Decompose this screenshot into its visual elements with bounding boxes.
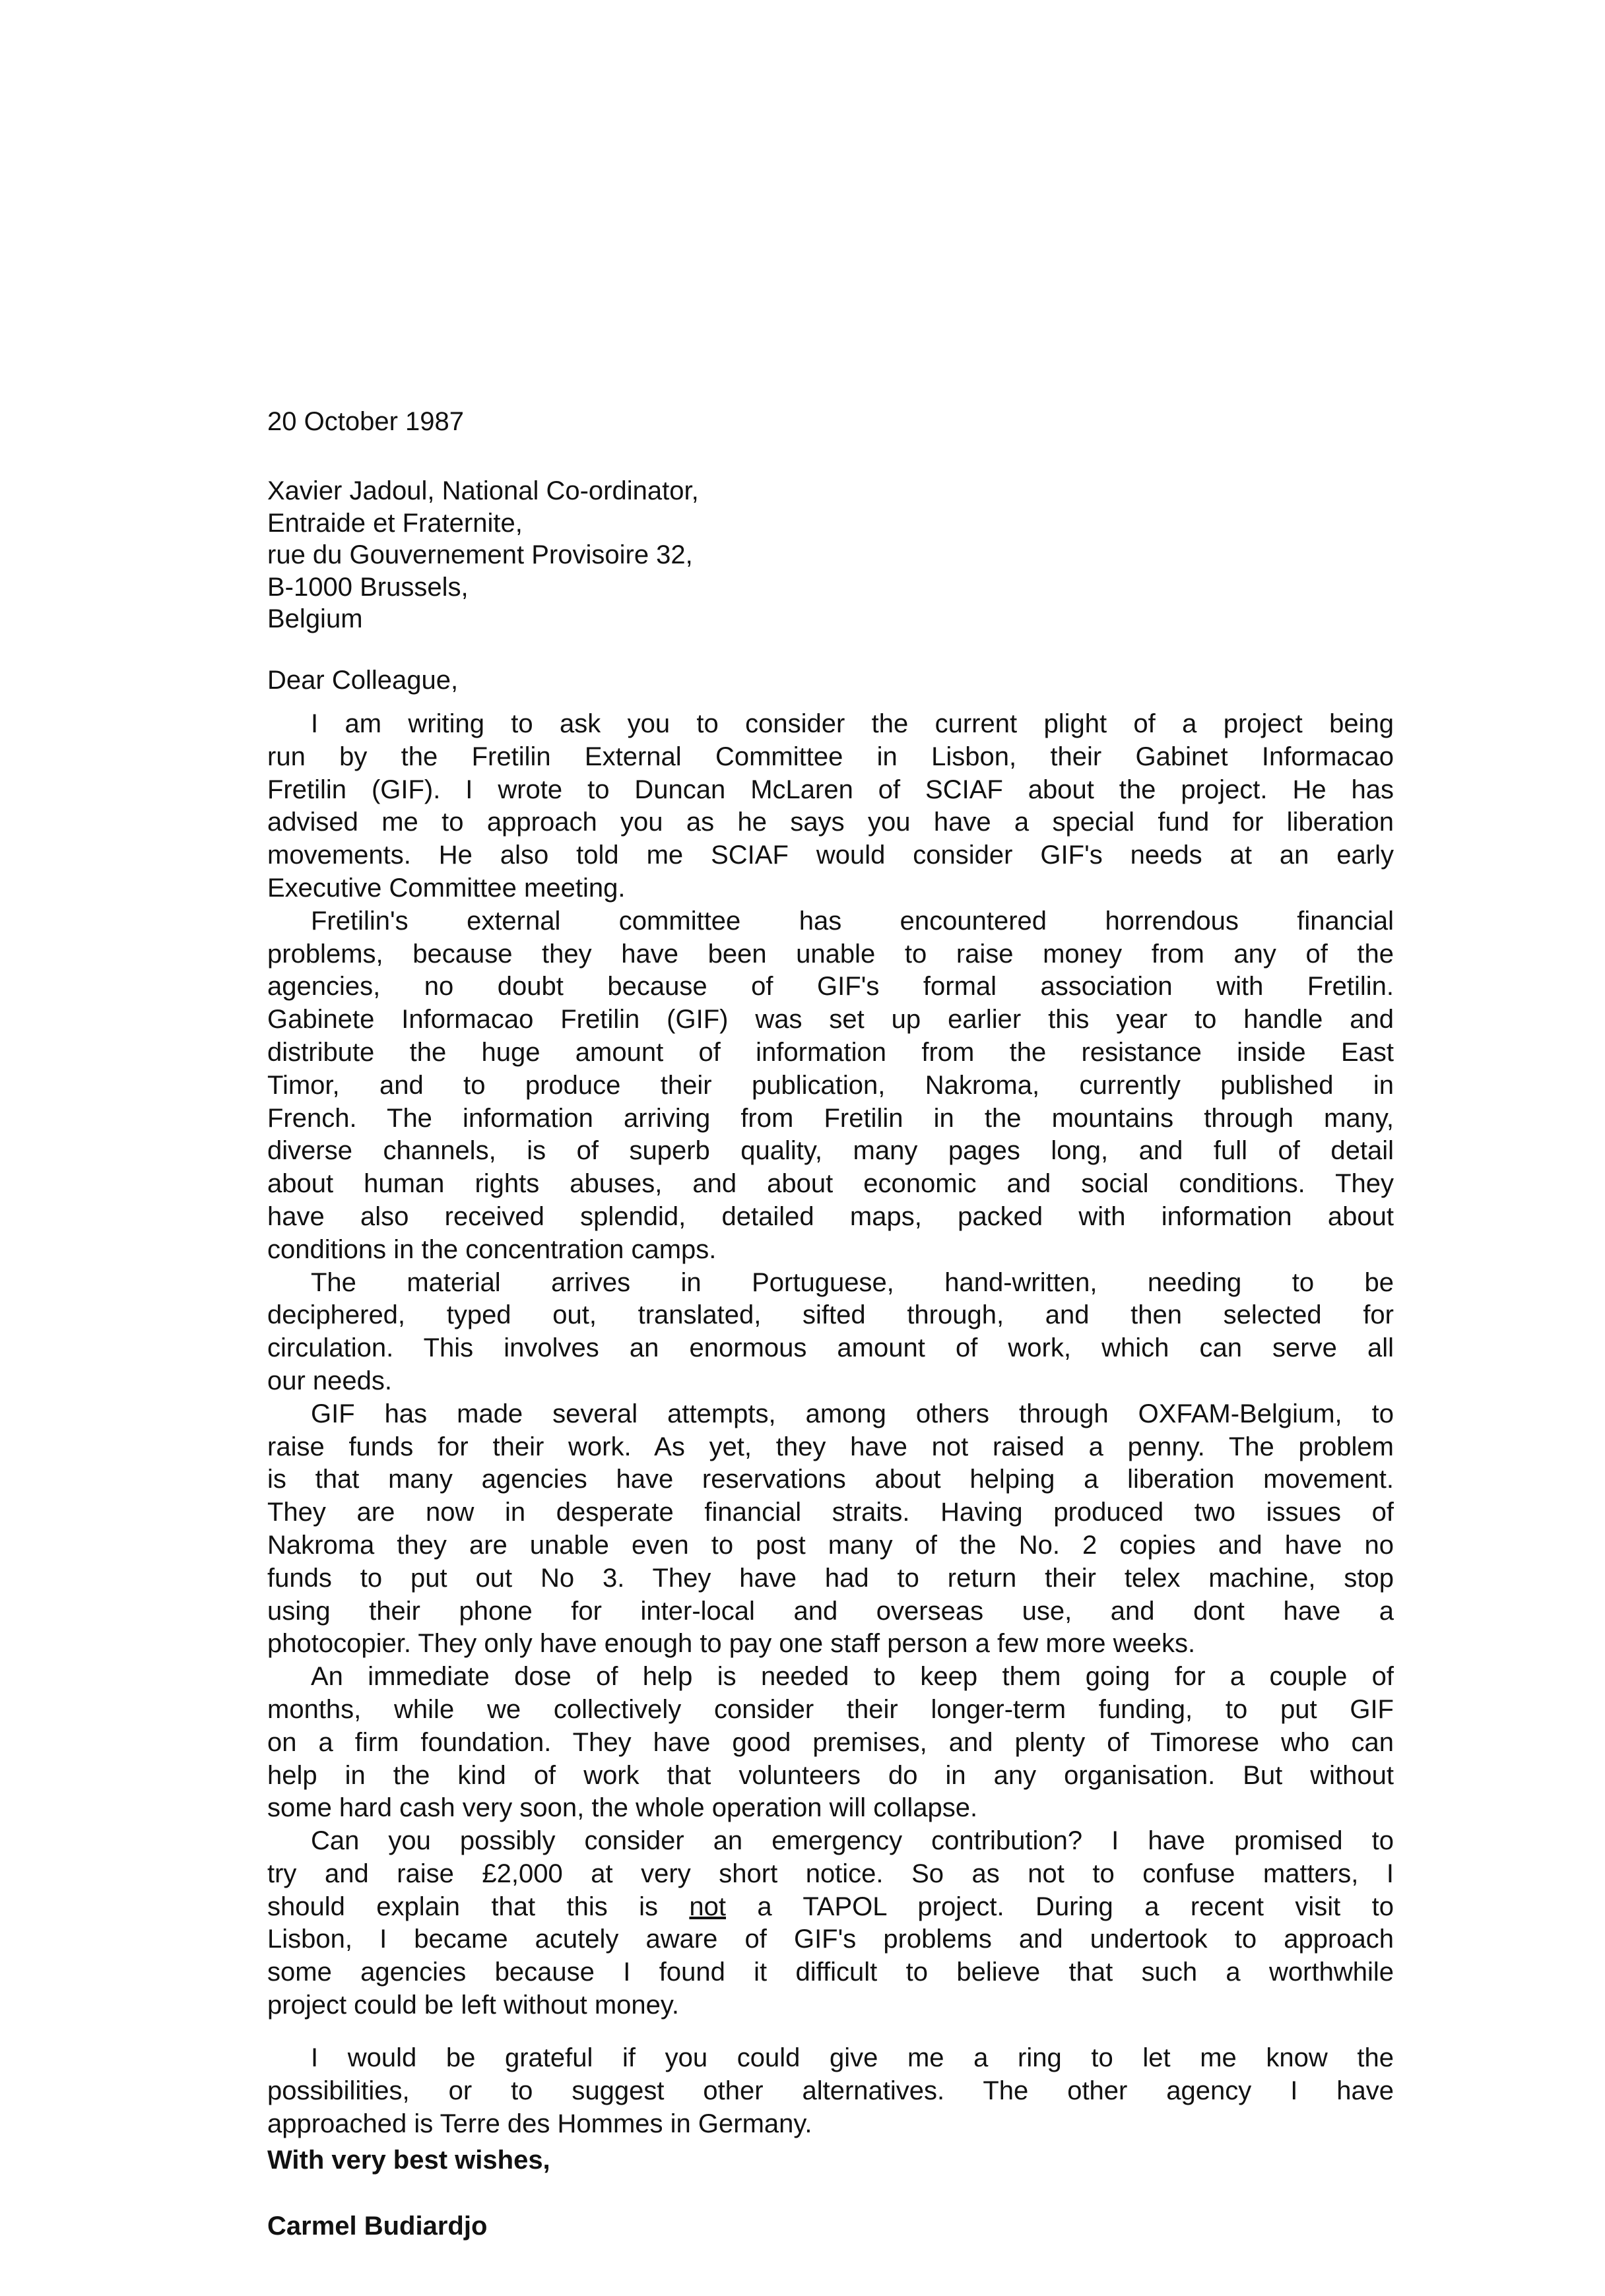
text-line: I am writing to ask you to consider the current plight of a project being xyxy=(311,709,1394,738)
letter-body xyxy=(267,708,1394,2022)
text-line: some hard cash very soon, the whole operation will collapse. xyxy=(267,1793,978,1823)
text-line: Can you possibly consider an emergency contribution? I have promised to xyxy=(311,1826,1394,1856)
text-line: agencies, no doubt because of GIF's formal association with Fretilin. xyxy=(267,972,1394,1002)
text-line: deciphered, typed out, translated, sifted through, and then selected for xyxy=(267,1300,1394,1330)
body-paragraph xyxy=(267,1267,1394,1398)
text-line: GIF has made several attempts, among others through OXFAM-Belgium, to xyxy=(311,1399,1394,1428)
text-line: run by the Fretilin External Committee in Lisbon, their Gabinet Informacao xyxy=(267,742,1394,771)
address-line: Belgium xyxy=(267,604,363,634)
text-line: some agencies because I found it difficult to believe that such a worthwhile xyxy=(267,1958,1394,1987)
text-line: Executive Committee meeting. xyxy=(267,873,626,903)
text-line: help in the kind of work that volunteers do in any organisation. But without xyxy=(267,1760,1394,1790)
signature xyxy=(267,2210,1394,2243)
address-line: B-1000 Brussels, xyxy=(267,572,469,602)
text-line: The material arrives in Portuguese, hand-written, needing to be xyxy=(311,1267,1394,1297)
letter-date xyxy=(267,406,1394,439)
text-line: Timor, and to produce their publication, Nakroma, currently published in xyxy=(267,1070,1394,1100)
address-line: rue du Gouvernement Provisoire 32, xyxy=(267,540,693,570)
text-line: advised me to approach you as he says you have a special fund for liberation xyxy=(267,808,1394,837)
body-paragraph xyxy=(267,1825,1394,2022)
closing-paragraph xyxy=(267,2042,1394,2140)
valediction-text: With very best wishes, xyxy=(267,2146,550,2175)
text-line: have also received splendid, detailed maps, packed with information about xyxy=(267,1201,1394,1231)
text-line: I would be grateful if you could give me a ring to let me know the xyxy=(311,2043,1394,2072)
text-line: approached is Terre des Hommes in Germany. xyxy=(267,2109,812,2138)
text-line: should explain that this is not a TAPOL project. During a recent visit to xyxy=(267,1892,1394,1921)
text-line: our needs. xyxy=(267,1366,393,1395)
salutation xyxy=(267,664,1394,697)
text-line: Nakroma they are unable even to post many of the No. 2 copies and have no xyxy=(267,1530,1394,1560)
address-line: Entraide et Fraternite, xyxy=(267,508,523,538)
body-paragraph xyxy=(267,708,1394,905)
salutation-text: Dear Colleague, xyxy=(267,666,459,695)
text-line: An immediate dose of help is needed to keep them going for a couple of xyxy=(311,1662,1394,1692)
text-line: using their phone for inter-local and overseas use, and dont have a xyxy=(267,1596,1394,1626)
text-line: raise funds for their work. As yet, they have not raised a penny. The problem xyxy=(267,1432,1394,1461)
signature-name: Carmel Budiardjo xyxy=(267,2212,488,2241)
text-line: funds to put out No 3. They have had to return their telex machine, stop xyxy=(267,1563,1394,1593)
text-line: French. The information arriving from Fretilin in the mountains through many, xyxy=(267,1103,1394,1133)
text-line: Gabinete Informacao Fretilin (GIF) was set up earlier this year to handle and xyxy=(267,1005,1394,1035)
text-line: Fretilin's external committee has encountered horrendous financial xyxy=(311,906,1394,936)
body-paragraph xyxy=(267,1661,1394,1825)
text-line: months, while we collectively consider their longer-term funding, to put GIF xyxy=(267,1694,1394,1724)
text-line: circulation. This involves an enormous amount of work, which can serve all xyxy=(267,1333,1394,1363)
text-line: They are now in desperate financial straits. Having produced two issues of xyxy=(267,1498,1394,1527)
text-line: try and raise £2,000 at very short notice. So as not to confuse matters, I xyxy=(267,1859,1394,1888)
date-text: 20 October 1987 xyxy=(267,407,464,436)
text-line: on a firm foundation. They have good premises, and plenty of Timorese who can xyxy=(267,1727,1394,1757)
body-paragraph xyxy=(267,1398,1394,1661)
text-line: conditions in the concentration camps. xyxy=(267,1234,717,1264)
valediction xyxy=(267,2144,1394,2177)
address-line: Xavier Jadoul, National Co-ordinator, xyxy=(267,476,699,505)
text-line: movements. He also told me SCIAF would consider GIF's needs at an early xyxy=(267,841,1394,870)
text-line: photocopier. They only have enough to pay one staff person a few more weeks. xyxy=(267,1629,1196,1659)
recipient-address xyxy=(267,475,1394,635)
text-line: about human rights abuses, and about economic and social conditions. They xyxy=(267,1169,1394,1199)
body-paragraph xyxy=(267,905,1394,1267)
underlined-emphasis: not xyxy=(689,1892,727,1921)
text-line: distribute the huge amount of information from the resistance inside East xyxy=(267,1037,1394,1067)
text-line: project could be left without money. xyxy=(267,1991,680,2020)
text-line: diverse channels, is of superb quality, many pages long, and full of detail xyxy=(267,1136,1394,1166)
text-line: possibilities, or to suggest other alternatives. The other agency I have xyxy=(267,2076,1394,2105)
text-line: problems, because they have been unable to raise money from any of the xyxy=(267,939,1394,969)
text-line: Lisbon, I became acutely aware of GIF's problems and undertook to approach xyxy=(267,1925,1394,1954)
text-line: Fretilin (GIF). I wrote to Duncan McLaren of SCIAF about the project. He has xyxy=(267,775,1394,804)
text-line: is that many agencies have reservations about helping a liberation movement. xyxy=(267,1465,1394,1494)
